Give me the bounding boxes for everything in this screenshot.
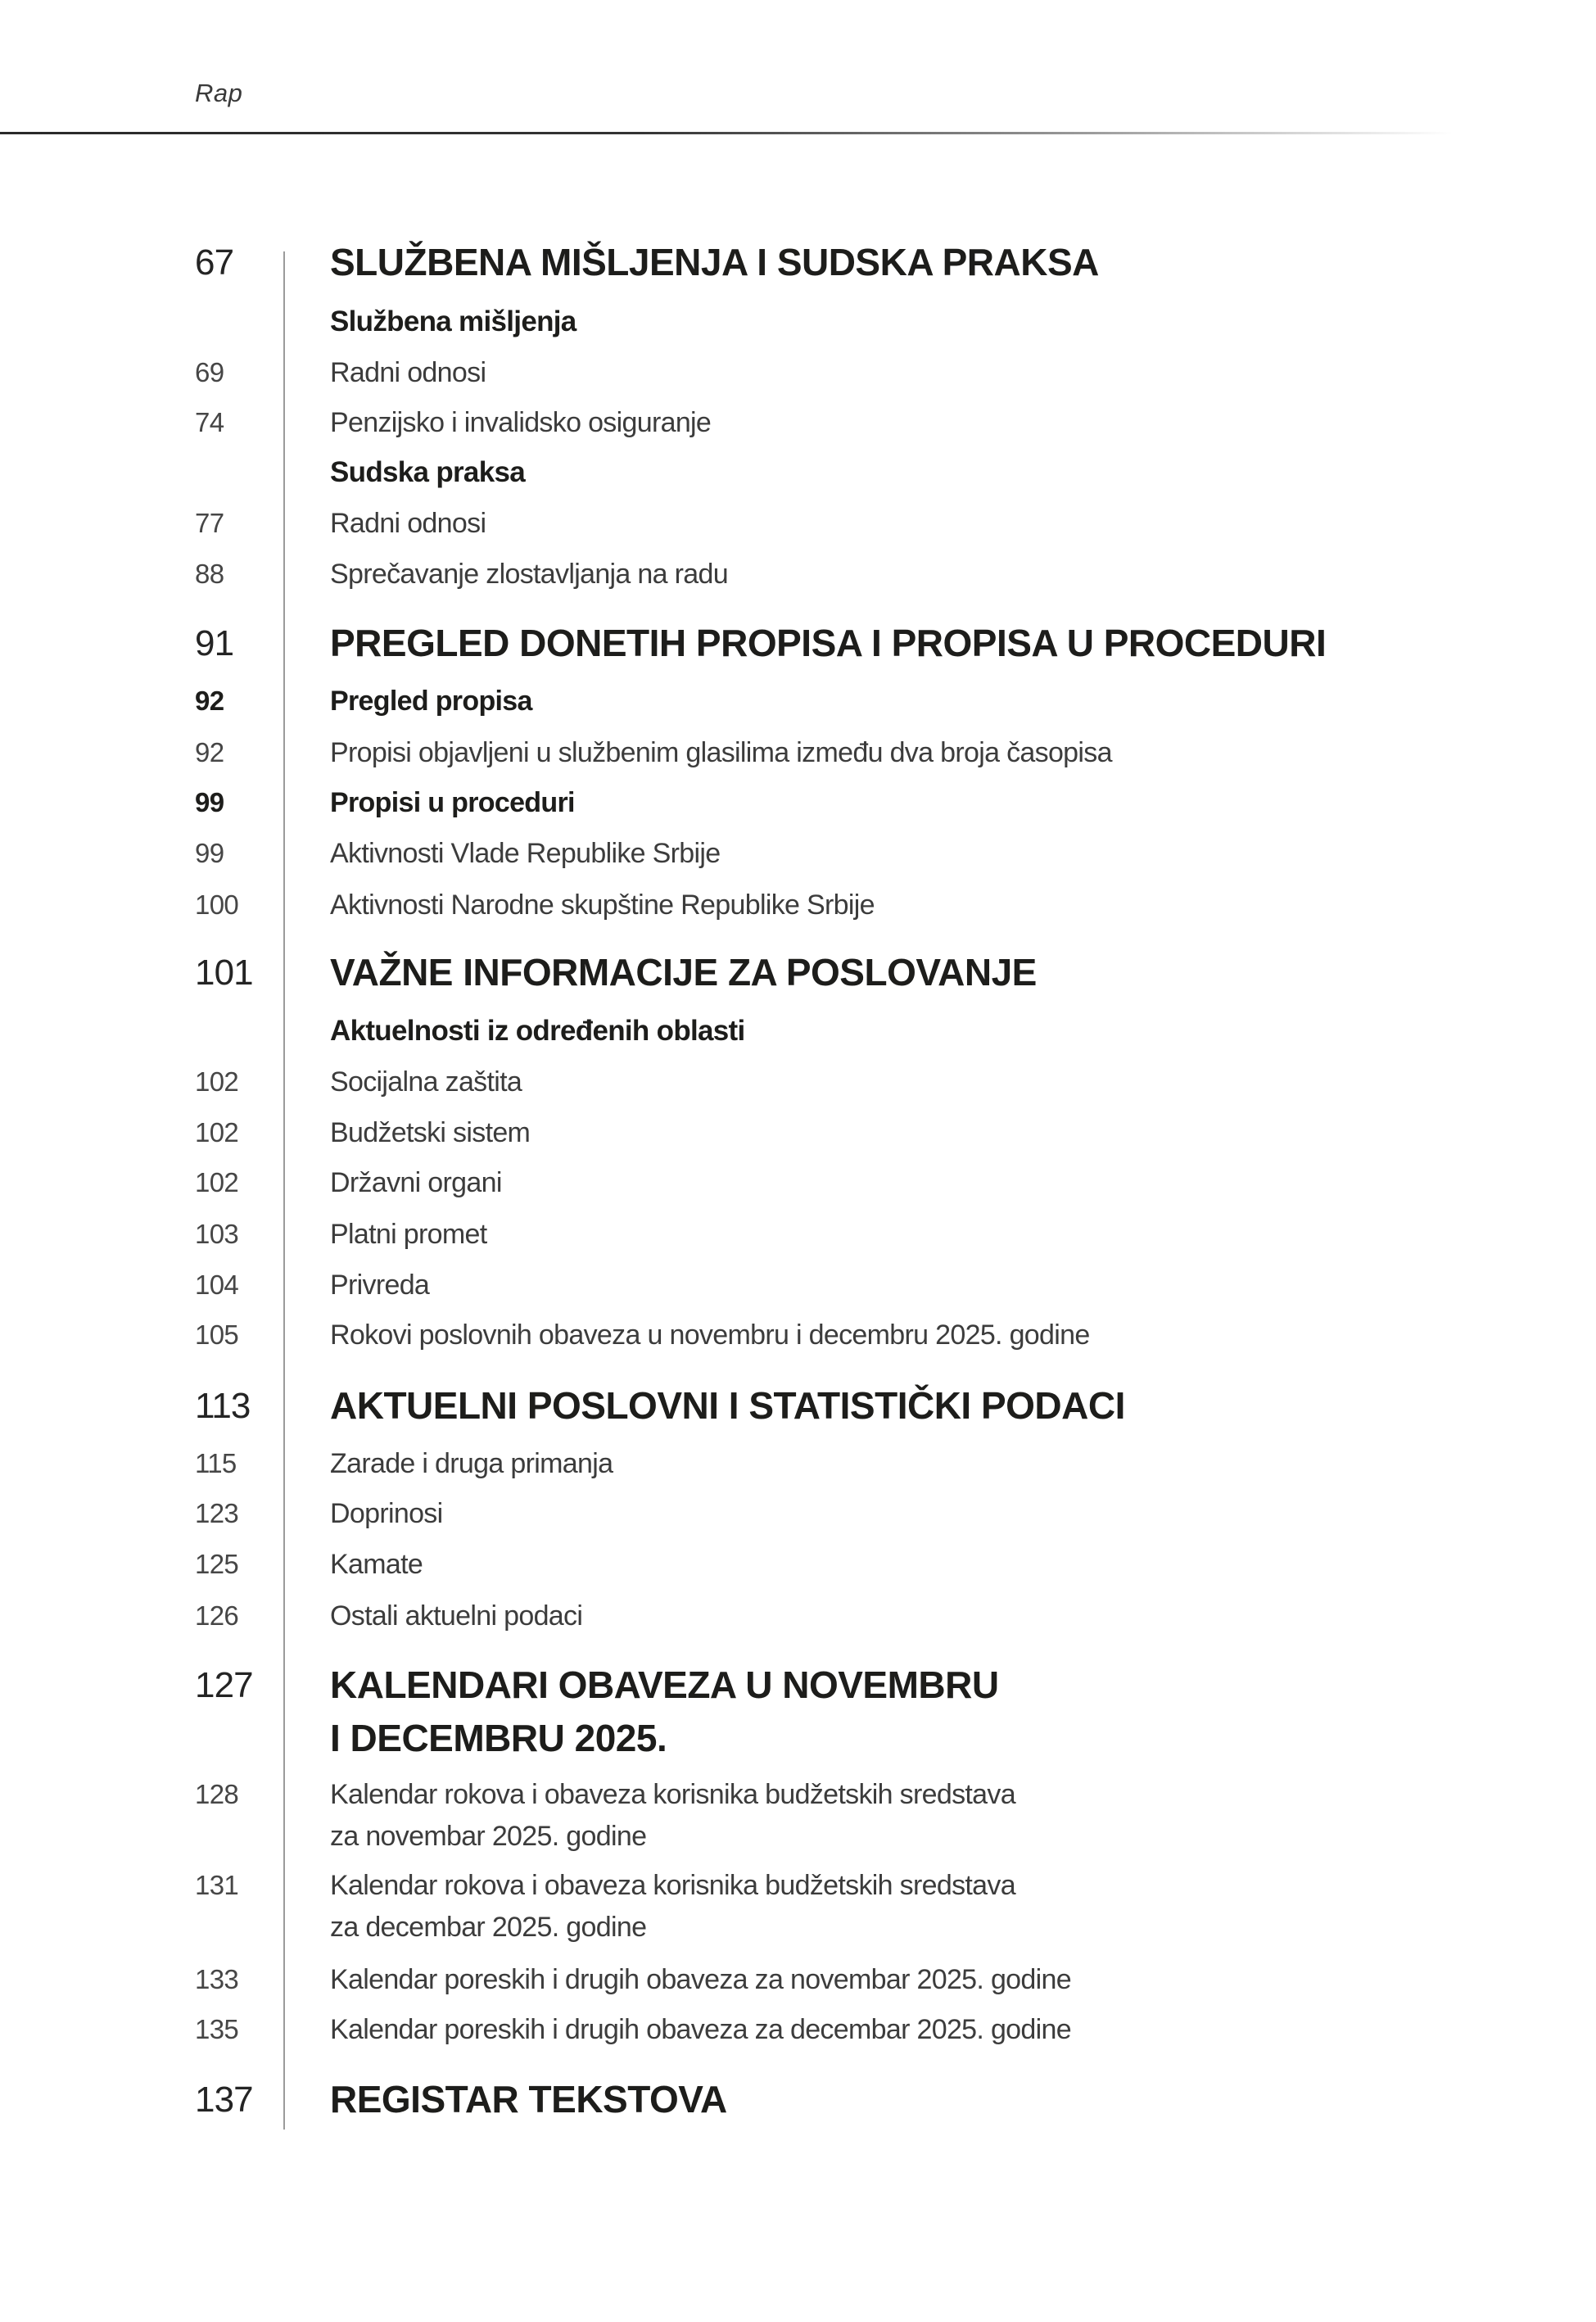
toc-entry-title-line1: Kalendar rokova i obaveza korisnika budžetskih sredstava	[330, 1779, 1015, 1810]
toc-page-number: 88	[195, 559, 224, 589]
toc-entry-title	[330, 1872, 1547, 1941]
toc-page-number: 125	[195, 1549, 239, 1579]
toc-page-number: 74	[195, 407, 224, 437]
toc-subheading: Službena mišljenja	[330, 306, 576, 337]
toc-entry-title: Penzijsko i invalidsko osiguranje	[330, 407, 712, 438]
toc-page-number: 113	[195, 1386, 251, 1426]
toc-page-number: 127	[195, 1665, 253, 1705]
toc-entry-title-line2: za decembar 2025. godine	[330, 1912, 647, 1943]
toc-page-number: 92	[195, 686, 224, 716]
toc-page-number: 128	[195, 1779, 239, 1809]
toc-page-number: 102	[195, 1066, 239, 1097]
toc-subheading: Sudska praksa	[330, 456, 525, 488]
toc-subheading: Aktuelnosti iz određenih oblasti	[330, 1015, 745, 1047]
toc-entry-title: Radni odnosi	[330, 357, 486, 388]
toc-section-title-line2: I DECEMBRU 2025.	[330, 1717, 667, 1759]
toc-page-number: 102	[195, 1167, 239, 1197]
toc-entry-title: Pregled propisa	[330, 686, 532, 717]
running-header-text: Rap	[195, 79, 243, 107]
header-rule	[0, 132, 1596, 134]
toc-page-number: 77	[195, 508, 224, 538]
toc-entry-title: Kamate	[330, 1549, 423, 1580]
toc-entry-title-line1: Kalendar rokova i obaveza korisnika budžetskih sredstava	[330, 1870, 1015, 1901]
toc-entry-title: Aktivnosti Vlade Republike Srbije	[330, 838, 721, 869]
toc-page-number: 92	[195, 737, 224, 767]
toc-entry-title-line2: za novembar 2025. godine	[330, 1821, 647, 1852]
toc-page-number: 102	[195, 1117, 239, 1147]
toc-entry-title: Privreda	[330, 1270, 430, 1301]
toc-page-number: 131	[195, 1870, 239, 1900]
toc-page-number: 99	[195, 838, 224, 868]
toc-entry-title: Platni promet	[330, 1219, 487, 1250]
toc-entry-title: Budžetski sistem	[330, 1117, 531, 1148]
toc-entry-title: Socijalna zaštita	[330, 1066, 522, 1098]
toc-section-title: REGISTAR TEKSTOVA	[330, 2078, 727, 2121]
toc-entry-title	[330, 1781, 1547, 1850]
toc-entry-title: Kalendar poreskih i drugih obaveza za decembar 2025. godine	[330, 2014, 1071, 2045]
toc-entry-title: Propisi u proceduri	[330, 787, 575, 818]
toc-page-number: 100	[195, 889, 239, 920]
toc-section-title: AKTUELNI POSLOVNI I STATISTIČKI PODACI	[330, 1384, 1125, 1427]
toc-entry-title: Propisi objavljeni u službenim glasilima između dva broja časopisa	[330, 737, 1112, 768]
toc-page-number: 103	[195, 1219, 239, 1249]
toc-entry-title: Sprečavanje zlostavljanja na radu	[330, 559, 728, 590]
toc-section-title: VAŽNE INFORMACIJE ZA POSLOVANJE	[330, 951, 1037, 994]
toc-page-number: 115	[195, 1448, 237, 1478]
toc-entry-title: Aktivnosti Narodne skupštine Republike Srbije	[330, 889, 875, 921]
toc-page-number: 101	[195, 953, 253, 993]
toc-section-title: SLUŽBENA MIŠLJENJA I SUDSKA PRAKSA	[330, 241, 1099, 283]
toc-page-number: 91	[195, 623, 234, 663]
toc-page-number: 123	[195, 1498, 239, 1528]
toc-entry-title: Radni odnosi	[330, 508, 486, 539]
toc-section-title	[330, 1663, 1547, 1759]
toc-page-number: 126	[195, 1600, 239, 1631]
toc-page-number: 133	[195, 1964, 239, 1994]
toc-entry-title: Državni organi	[330, 1167, 502, 1198]
toc-entry-title: Ostali aktuelni podaci	[330, 1600, 583, 1632]
toc-section-title: PREGLED DONETIH PROPISA I PROPISA U PROCEDURI	[330, 622, 1327, 664]
toc-page-number: 105	[195, 1319, 239, 1350]
toc-page-number: 137	[195, 2080, 253, 2120]
toc-section-title-line1: KALENDARI OBAVEZA U NOVEMBRU	[330, 1663, 999, 1706]
toc-entry-title: Kalendar poreskih i drugih obaveza za novembar 2025. godine	[330, 1964, 1071, 1995]
toc-page-number: 99	[195, 787, 224, 817]
toc-entry-title: Zarade i druga primanja	[330, 1448, 613, 1479]
toc-divider-line	[283, 251, 285, 2130]
toc-entry-title: Rokovi poslovnih obaveza u novembru i decembru 2025. godine	[330, 1319, 1090, 1351]
toc-page-number: 69	[195, 357, 224, 387]
toc-page-number: 67	[195, 242, 234, 283]
toc-entry-title: Doprinosi	[330, 1498, 443, 1529]
toc-page-number: 104	[195, 1270, 239, 1300]
toc-page-number: 135	[195, 2014, 239, 2044]
